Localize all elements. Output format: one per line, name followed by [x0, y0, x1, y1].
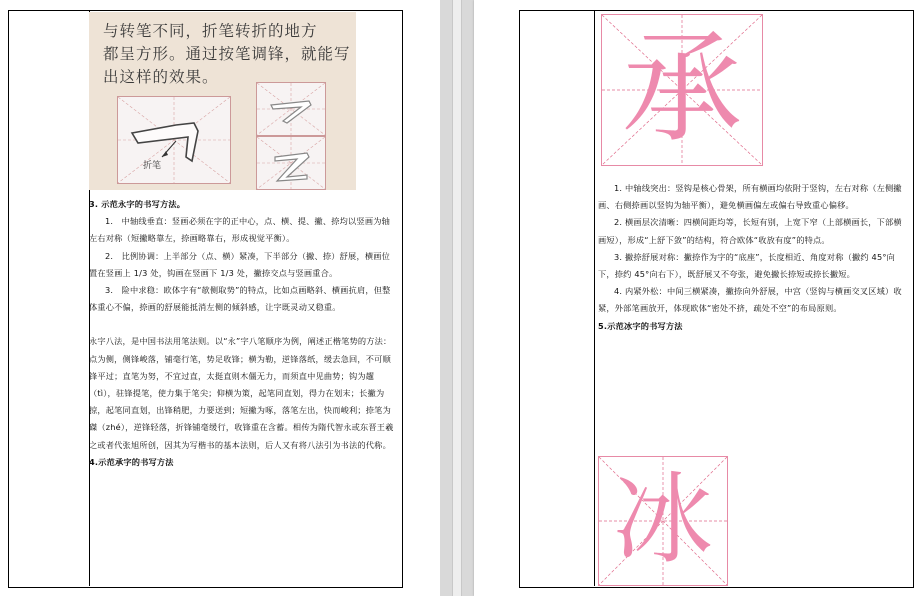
- right-table-column-divider: [594, 10, 595, 586]
- left-point-3: 3. 险中求稳：欧体字有“欹侧取势”的特点，比如点画略斜、横画抗肩，但整体重心不偏，捺画的舒展能抵消左侧的倾斜感，让字既灵动又稳重。: [89, 285, 391, 313]
- zhebi-small-grid-top: [256, 82, 326, 136]
- cheng-char-grid: [601, 14, 763, 166]
- cheng-character: 承: [622, 20, 742, 159]
- zhebi-small-grid-bottom: [256, 136, 326, 190]
- heading-3: 3. 示范永字的书写方法。: [89, 199, 186, 209]
- zhebi-label: 折笔: [143, 161, 162, 171]
- left-point-2: 2. 比例协调：上半部分（点、横）紧凑，下半部分（撇、捺）舒展，横画位置在竖画上 1/3 处，钩画在竖画下 1/3 处，撇捺交点与竖画重合。: [89, 250, 391, 278]
- zhebi-illustration: [89, 12, 356, 190]
- right-point-3: 3. 撇捺舒展对称：撇捺作为字的“底座”，长度相近、角度对称（撇约 45°向下，捺约 45°向右下），既舒展又不夸张，避免撇长捺短或捺长撇短。: [598, 251, 896, 280]
- heading-4: 4.示范承字的书写方法: [89, 456, 174, 467]
- bing-char-grid: [598, 456, 728, 586]
- right-point-1: 1. 中轴线突出：竖钩是核心骨架，所有横画均依附于竖钩，左右对称（左侧撇画、右侧捺画以竖钩为轴平衡），避免横画偏左或偏右导致重心偏移。: [598, 183, 902, 211]
- zhebi-stroke-drawing: [118, 97, 230, 183]
- right-body: [598, 180, 908, 335]
- right-point-2: 2. 横画层次清晰：四横间距均等，长短有别，上宽下窄（上部横画长，下部横画短），形成“上舒下敛”的结构，符合欧体“收放有度”的特点。: [598, 217, 902, 245]
- zhebi-main-grid: [117, 96, 231, 184]
- heading-5: 5.示范冰字的书写方法: [598, 320, 683, 331]
- illustration-caption: [103, 20, 353, 89]
- illustration-line-3: 出这样的效果。: [103, 68, 219, 86]
- illustration-line-1: 与转笔不同，折笔转折的地方: [103, 22, 318, 40]
- right-point-4: 4. 内紧外松：中间三横紧凑，撇捺向外舒展，中宫（竖钩与横画交叉区域）收紧，外部笔画放开，体现欧体“密处不挤，疏处不空”的布局原则。: [598, 286, 902, 314]
- page-gutter: [440, 0, 474, 596]
- yongzi-bafa-paragraph: 永字八法，是中国书法用笔法则。以“永”字八笔顺序为例，阐述正楷笔势的方法：点为侧，侧锋峻落，铺毫行笔，势足收锋；横为勒，逆锋落纸，缓去急回，不可顺锋平过；直笔为努，不宜过直，太挺直则木僵无力，而须直中见曲势；钩为趯（tì），驻锋提笔，使力集于笔尖；仰横为策，起笔同直划，得力在划末；长撇为掠，起笔同直划，出锋稍肥，力要送到；短撇为啄，落笔左出，快而峻利；捺笔为磔（zhé），逆锋轻落，折锋铺毫缓行，收锋重在含蓄。相传为隋代智永或东晋王羲之或者代张旭所创，因其为写楷书的基本法则，后人又有将八法引为书法的代称。: [89, 336, 394, 450]
- left-point-1: 1. 中轴线垂直：竖画必须在字的正中心，点、横、提、撇、捺均以竖画为轴左右对称（短撇略靠左，捺画略靠右，形成视觉平衡）。: [89, 216, 391, 244]
- illustration-line-2: 都呈方形。通过按笔调锋，就能写: [103, 45, 351, 63]
- bing-character: 冰: [613, 461, 713, 578]
- left-body: [89, 196, 395, 471]
